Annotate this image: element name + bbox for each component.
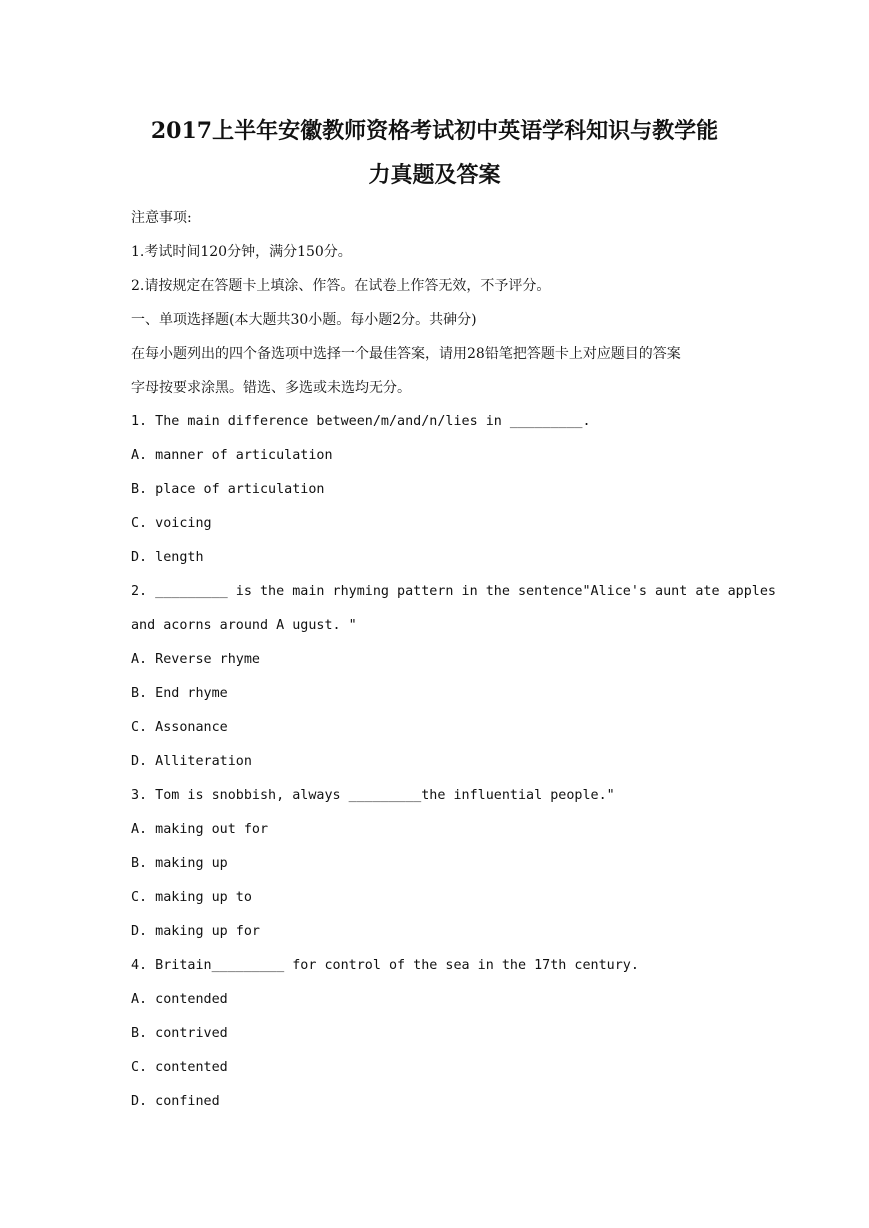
question-2-option-d: D. Alliteration [131,754,252,769]
notes-item-2: 2.请按规定在答题卡上填涂、作答。在试卷上作答无效，不予评分。 [131,278,551,294]
question-1-option-c: C. voicing [131,516,212,531]
question-4-option-c: C. contented [131,1060,228,1075]
question-4-option-a: A. contended [131,992,228,1007]
question-2-option-c: C. Assonance [131,720,228,735]
question-1-option-a: A. manner of articulation [131,448,333,463]
document-title-line1: 2017上半年安徽教师资格考试初中英语学科知识与教学能 [150,118,719,144]
question-4-stem: 4. Britain_________ for control of the sea in the 17th century. [131,958,639,973]
question-2-stem-line1: 2. _________ is the main rhyming pattern in the sentence"Alice's aunt ate apples [131,584,776,599]
section-heading: 一、单项选择题(本大题共30小题。每小题2分。共砷分) [131,312,477,328]
question-4-option-d: D. confined [131,1094,220,1109]
question-1-option-b: B. place of articulation [131,482,325,497]
question-3-option-d: D. making up for [131,924,260,939]
question-1-stem: 1. The main difference between/m/and/n/lies in _________. [131,414,591,429]
question-3-option-c: C. making up to [131,890,252,905]
question-3-option-b: B. making up [131,856,228,871]
question-2-stem-line2: and acorns around A ugust. " [131,618,357,633]
section-instruction-line2: 字母按要求涂黑。错选、多选或未选均无分。 [131,380,411,396]
question-2-option-b: B. End rhyme [131,686,228,701]
notes-item-1: 1.考试时间120分钟，满分150分。 [131,244,352,260]
section-instruction-line1: 在每小题列出的四个备选项中选择一个最佳答案，请用28铅笔把答题卡上对应题目的答案 [131,346,681,362]
question-1-option-d: D. length [131,550,204,565]
question-4-option-b: B. contrived [131,1026,228,1041]
question-3-option-a: A. making out for [131,822,269,837]
notes-heading: 注意事项: [131,210,192,226]
question-3-stem: 3. Tom is snobbish, always _________the influential people." [131,788,615,803]
document-body [131,201,776,1119]
document-title-line2: 力真题及答案 [368,162,501,188]
question-2-option-a: A. Reverse rhyme [131,652,260,667]
